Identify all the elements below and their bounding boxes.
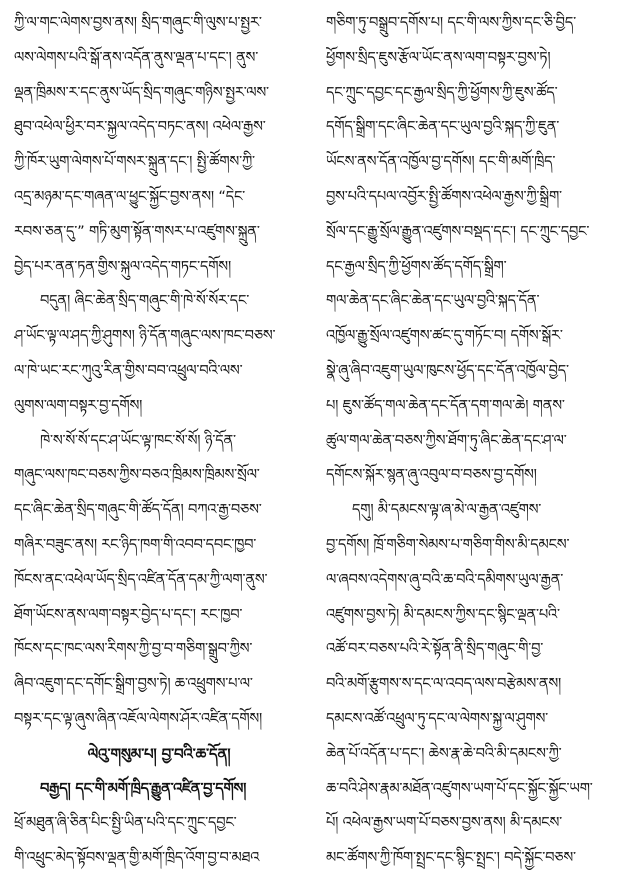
right-column-text-line: བྱས་པའི་དཔལ་འབྱོར་སྤྱི་ཚོགས་འཕེལ་རྒྱས་ཀྱི་སྒྲིག་ [326, 187, 562, 205]
left-column-text-line: གཞིར་བཟུང་ནས། རང་ཉིད་ཁག་གི་འབབ་དབང་ཁྱབ་ [14, 535, 257, 553]
right-column-text-line: འཛུགས་བྱས་ཏེ། མི་དམངས་ཀྱིས་དང་སྙིང་ལྡན་པའི་ [326, 605, 560, 623]
left-column-text-line: གི་འཕྲུང་མེད་སྟོབས་ལྡན་གྱི་མགོ་ཁྲིད་འོག་བྱ་བ་མཐའ [14, 849, 260, 867]
right-column-text-line: གཅིག་ཏུ་བསྒྲུབ་དགོས་པ། དང་གི་ལས་ཀྱིས་དང་ཅི་བྱིད་ [326, 14, 576, 31]
left-column-text-line: ཤ་ཡོང་ལྟ་ལ་ཤད་ཀྱི་ཤུགས། ཉི་དོན་གཞུང་ལས་ཁང་བཅས་ [14, 327, 276, 345]
left-column-text-line: ཀྱི་ཁོར་ཡུག་ལེགས་པོ་གསར་སྐྲུན་དང་། སྤྱི་ཚོགས་ཀྱི་ [14, 153, 255, 171]
left-column-text-line: ཁེ་ས་སོ་སོ་དང་ཤ་ཡོང་ལྟ་ཁང་སོ་སོ། ཉི་དོན་ [40, 431, 236, 449]
right-column-text-line: པ། ཇུས་ཚོད་གལ་ཆེན་དང་དོན་དག་གལ་ཆེ། གནས་ [326, 396, 565, 414]
right-column-text-line: ལ་ཞབས་འདེགས་ཞུ་བའི་ཆ་བའི་དམིགས་ཡུལ་རྒྱན་ [326, 570, 564, 588]
left-column-text-line: ཞིབ་འཇུག་དང་དགོང་སྒྲིག་བྱས་ཏེ། ཆ་འཕྲུགས་པ་ལ་ [14, 675, 253, 693]
right-column-text-line: འཁྱོལ་རྒྱུ་སྲོལ་འཛུགས་ཚང་དུ་གཏོང་བ། དགོས་སྒོར་ [326, 327, 563, 345]
left-column-text-line: ཁོངས་ནང་འཕེལ་ཡོད་སྲིད་འཛིན་དོན་དམ་ཀྱི་ལག་ནུས་ [14, 570, 268, 588]
left-column-text-line: དང་ཞིང་ཆེན་སྲིད་གཞུང་གི་ཚོད་དོན། བཀའ་རྒྱ་བཅས་ [14, 501, 262, 519]
right-column-text-line: ཡོངས་ནས་དོན་འཁྱོལ་བྱ་དགོས། དང་གི་མགོ་ཁྲིད་ [326, 153, 556, 171]
right-column-text-line: དང་ཀྲུང་དབྱང་དང་རྒྱལ་སྲིད་ཀྱི་ཕྱོགས་ཀྱི་ཇུས་ཚོད་ [326, 83, 558, 101]
left-column-text-line: ཐོག་ཡོངས་ནས་ལག་བསྟར་བྱེད་པ་དང་། རང་ཁྱབ་ [14, 605, 243, 623]
right-column-text-line: མང་ཚོགས་ཀྱི་ཁོག་སྤྲང་དང་སྙིང་སྤྲང་། བདེ་སྐྱོང་བཅས་ [326, 849, 576, 867]
right-column-text-line: ཕྱོགས་སྲིད་ཇུས་རྩོལ་ཡོང་ནས་ལག་བསྟར་བྱས་ཏེ། [326, 48, 551, 66]
right-column-text-line: ཆ་བའི་ཤེས་རྣམ་མཐོན་འཛུགས་ཡག་པོ་དང་སྐྱོང་སྐྱོང་ཡག་ [326, 779, 593, 797]
left-column-text-line: བརྒྱད། དང་གི་མགོ་ཁྲིད་རྒྱུན་འཛིན་བྱ་དགོས། [40, 779, 247, 797]
left-column-text-line: བསྟར་དང་ལྟ་ཞུས་ཞིན་འཇོལ་ལེགས་ཤོར་འཛིན་དགོས། [14, 709, 263, 727]
right-column-text-line: བའི་མགོ་རྩུགས་ས་དང་ལ་འབད་ལས་བརྩེམས་ནས། [326, 675, 562, 693]
left-column-text-line: ལ་ཁེ་ཡང་རང་ཀུའུ་རིན་གྱིས་བབ་འཕྲུལ་བའི་ལས་ [14, 361, 243, 379]
left-column-text-line: ལུགས་ལག་བསྟར་བྱ་དགོས། [14, 396, 143, 414]
right-column-text-line: དམངས་འཚོ་འཕྲུལ་ཏུ་དང་ལ་ལེགས་སྐྱ་ལ་ཤུགས་ [326, 709, 549, 727]
left-column-text-line: གཞུང་ལས་ཁང་བཅས་ཀྱིས་བཅའ་ཁྲིམས་ཁྲིམས་སྲོལ་ [14, 466, 260, 484]
right-column-text-line: སྲོལ་དང་རྒྱུ་སྲོལ་རྒྱུན་འཛུགས་བསྡད་དང་། དང་ཀྲུང་དབྱང་ [326, 222, 590, 240]
right-column-text-line: དགོད་སྒྲིག་དང་ཞིང་ཆེན་དང་ཡུལ་བྱའི་སྐད་ཀྱི་ཇུན་ [326, 118, 560, 136]
left-column-text-line: ལྡན་ཁྲིམས་ར་དང་ནུས་ཡོད་སྲིད་གཞུང་གཉིས་སྤྱར་ལས་ [14, 83, 269, 101]
right-column-text-line: གལ་ཆེན་དང་ཞིང་ཆེན་དང་ཡུལ་བྱའི་སྐད་དོན་ [326, 292, 540, 310]
right-column-text-line: དགོངས་སྐོར་སྙན་ཞུ་འབུལ་བ་བཅས་བྱ་དགོས། [326, 466, 537, 484]
left-column-text-line: འདྲ་མཉམ་དང་གཞན་ལ་ཕྱུང་སྐྱོང་བྱས་ནས། “དེང་ [14, 187, 246, 205]
left-column-text-line: ལས་ལེགས་པའི་སྒོ་ནས་འདོན་ནུས་ལྡན་པ་དང་། ནུས་ [14, 48, 259, 66]
left-column-text-line: བྱེད་པར་ནན་ཏན་གྱིས་སྐུལ་འདེད་གཏང་དགོས། [14, 257, 231, 275]
right-column-text-line: འཚོ་བར་བཅས་པའི་རེ་སྟོན་ནི་སྲིད་གཞུང་གི་བྱ་ [326, 640, 544, 658]
right-column-text-line: ཆེན་པོ་འདོན་པ་དང་། ཆེས་རྣ་ཆེ་བའི་མི་དམངས་ཀྱི་ [326, 744, 562, 762]
chapter-heading: ལེའུ་གསུམ་པ། བྱ་བའི་ཆ་དོན། [87, 744, 231, 763]
left-column-text-line: རབས་ཅན་དུ་” གཏི་མུག་སྟོན་གསར་པ་འཛུགས་སྐྲུན་ [14, 222, 260, 240]
left-column-text-line: བདུན། ཞིང་ཆེན་སྲིད་གཞུང་གི་ཁེ་སོ་སོར་དང་ [40, 292, 250, 310]
right-column [326, 6, 616, 876]
right-column-text-line: བྱ་དགོས། ཁྲོ་གཅིག་སེམས་པ་གཅིག་གིས་མི་དམངས་ [326, 535, 570, 553]
right-column-text-line: པོ། འཕེལ་རྒྱས་ཡག་པོ་བཅས་བྱས་ནས། མི་དམངས་ [326, 814, 562, 832]
left-column [14, 6, 304, 876]
left-column-text-line: ཁོངས་དང་ཁང་ལས་རིགས་ཀྱི་བྱ་བ་གཅིག་སྒྲུབ་ཀྱིས་ [14, 640, 253, 658]
left-column-text-line: ཐུབ་འཕེལ་ཕྱིར་བར་སྐྱལ་འདེད་བཏང་ནས། འཕེལ་རྒྱས་ [14, 118, 266, 136]
right-column-text-line: དང་རྒྱལ་སྲིད་ཀྱི་ཕྱོགས་ཚོད་དགོད་སྒྲིག་ [326, 257, 507, 275]
right-column-text-line: ཚུལ་གལ་ཆེན་བཅས་ཀྱིས་ཐོག་ཏུ་ཞིང་ཆེན་དང་ཤ་ལ་ [326, 431, 567, 449]
left-column-text-line: ཕྲོ་མཐུན་ཞི་ཅིན་པིང་སྤྱི་ཡིན་པའི་དང་ཀྲུང་དབྱང་ [14, 814, 237, 832]
right-column-text-line: དགུ། མི་དམངས་ལྟ་ཞ་མེ་ལ་རྒྱན་འཛུགས་ [352, 501, 542, 519]
left-column-text-line: ཀྱི་ལ་གང་ལེགས་བྱས་ནས། སྲིད་གཞུང་གི་ལུས་པ་སྤྱར་ [14, 14, 262, 31]
right-column-text-line: སྣེ་ཞུ་ཞིབ་འཇུག་ཡུལ་ཁུངས་ཕྱོད་དང་དོན་འཁྱོལ་བྱེད་ [326, 361, 569, 379]
